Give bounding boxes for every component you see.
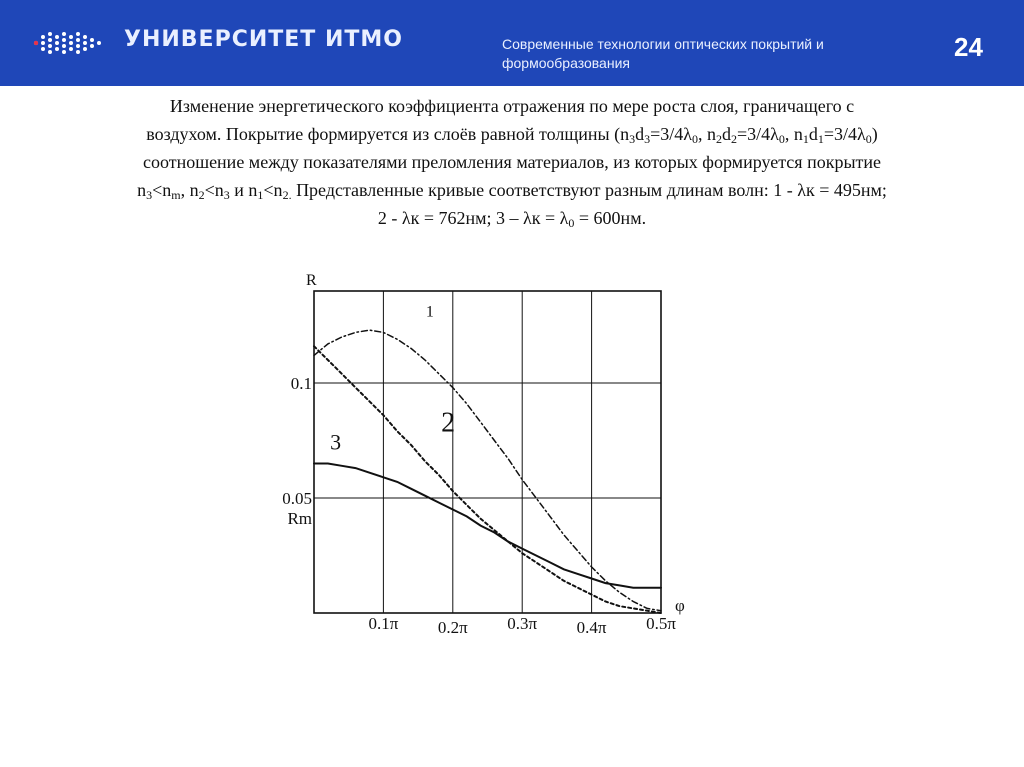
- caption-line-1: Изменение энергетического коэффициента отражения по мере роста слоя, граничащего с: [169, 96, 855, 116]
- x-axis-label: φ: [675, 596, 685, 615]
- curve-label-1: 1: [425, 303, 434, 321]
- subtitle-line-2: формообразования: [502, 55, 630, 71]
- curve-label-3: 3: [330, 429, 342, 455]
- caption-line-3: соотношение между показателями преломления материалов, из которых формируется покрытие: [142, 152, 882, 172]
- curve-label-2: 2: [441, 407, 456, 439]
- y-axis-label: R: [306, 272, 317, 289]
- curve-3: [314, 464, 661, 588]
- x-tick-label: 0.1π: [368, 614, 399, 633]
- curve-2: [314, 346, 661, 613]
- chart-grid: [314, 291, 661, 613]
- caption-line-4: $n_3<n_m$, $n_2<n_3$ и $n_1<n_{2.}$ Представленные кривые соответствуют разным длинам волн: 1 - λк = 495нм;: [137, 180, 887, 202]
- plot-frame: [314, 291, 661, 613]
- subtitle-line-1: Современные технологии оптических покрытий и: [502, 36, 824, 52]
- curve-1: [314, 330, 661, 611]
- chart-labels: [282, 272, 685, 637]
- caption-line-2: воздухом. Покрытие формируется из слоёв равной толщины ($n_3d_3=3/4\lambda_0$, $n_2d_2=3/4\lambda_0$, $n_1d_1=3/4\lambda_0$): [146, 124, 878, 146]
- y-tick-label: 0.05: [282, 489, 312, 508]
- chart-curves: [314, 330, 661, 613]
- x-tick-label: 0.4π: [576, 618, 607, 637]
- y-tick-label: 0.1: [290, 374, 312, 393]
- x-tick-label: 0.5π: [646, 614, 676, 633]
- x-tick-label: 0.2π: [437, 618, 468, 637]
- rm-label: Rm: [287, 509, 312, 528]
- page-number: 24: [954, 32, 983, 62]
- university-name: УНИВЕРСИТЕТ ИТМО: [124, 27, 403, 52]
- x-tick-label: 0.3π: [507, 614, 538, 633]
- caption-line-5: 2 - λк = 762нм; $3 - \lambda к = \lambda_0 = 600нм$.: [377, 208, 647, 230]
